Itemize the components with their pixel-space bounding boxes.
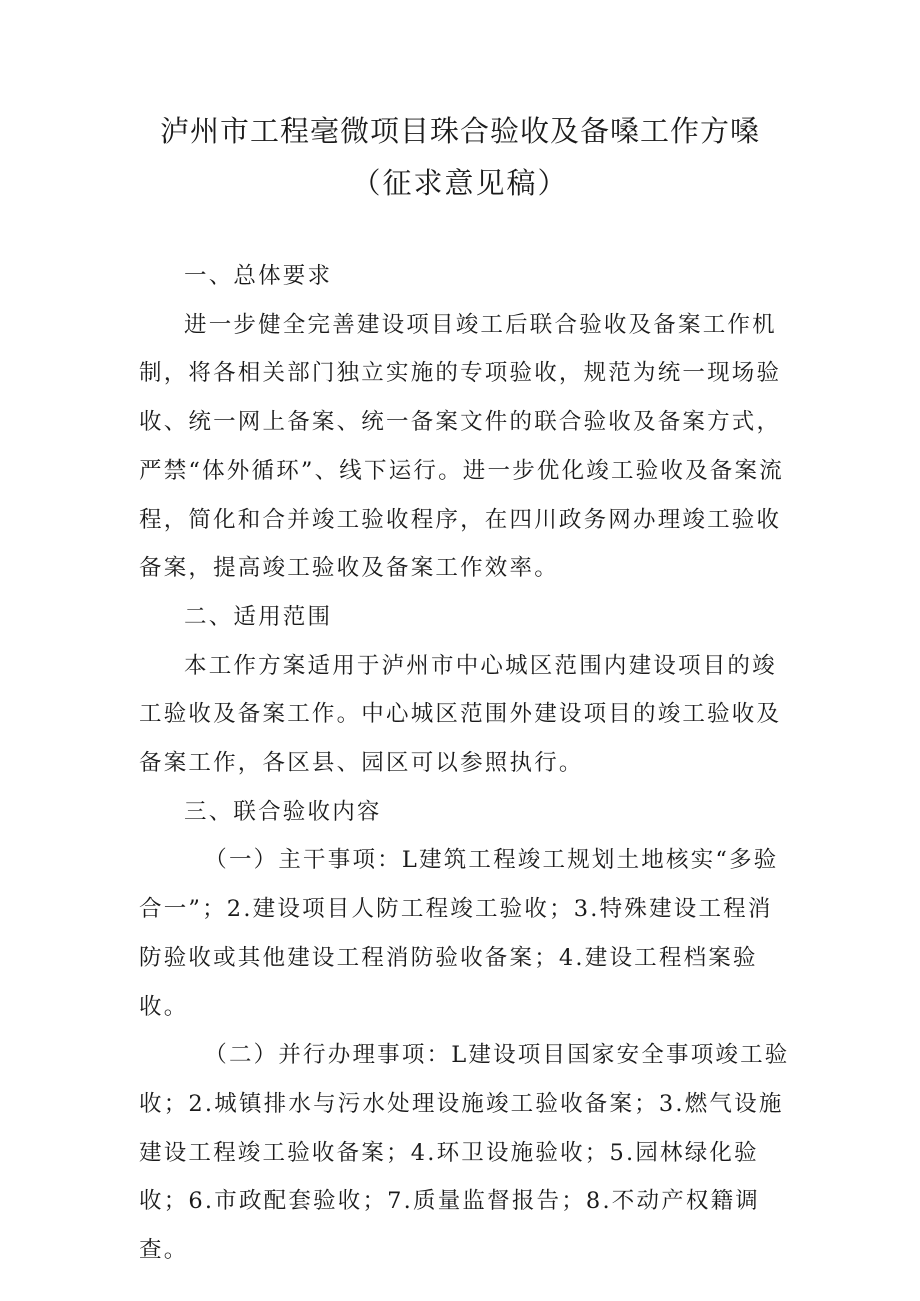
list-paragraph: （一）主干事项：L建筑工程竣工规划土地核实“多验合一”；2.建设项目人防工程竣工验收；3.特殊建设工程消防验收或其他建设工程消防验收备案；4.建设工程档案验收。: [139, 847, 779, 1020]
document-body: [139, 252, 794, 1275]
list-paragraph: （二）并行办理事项：L建设项目国家安全事项竣工验收；2.城镇排水与污水处理设施竣工验收备案；3.燃气设施建设工程竣工验收备案；4.环卫设施验收；5.园林绿化验收；6.市政配套验收；7.质量监督报告；8.不动产权籍调查。: [139, 1042, 790, 1264]
paragraph: 本工作方案适用于泸州市中心城区范围内建设项目的竣工验收及备案工作。中心城区范围外建设项目的竣工验收及备案工作，各区县、园区可以参照执行。: [139, 652, 782, 777]
document-title: 泸州市工程毫微项目珠合验收及备嗓工作方嗓: [159, 114, 760, 148]
document-subtitle: （征求意见稿）: [351, 166, 569, 200]
section-heading: 三、联合验收内容: [184, 798, 382, 825]
section-heading: 二、适用范围: [184, 603, 333, 630]
section-heading: 一、总体要求: [184, 263, 333, 289]
paragraph: 进一步健全完善建设项目竣工后联合验收及备案工作机制，将各相关部门独立实施的专项验收，规范为统一现场验收、统一网上备案、统一备案文件的联合验收及备案方式，严禁“体外循环”、线下运行。进一步优化竣工验收及备案流程，简化和合并竣工验收程序，在四川政务网办理竣工验收备案，提高竣工验收及备案工作效率。: [139, 311, 784, 582]
title-block: [0, 108, 920, 206]
